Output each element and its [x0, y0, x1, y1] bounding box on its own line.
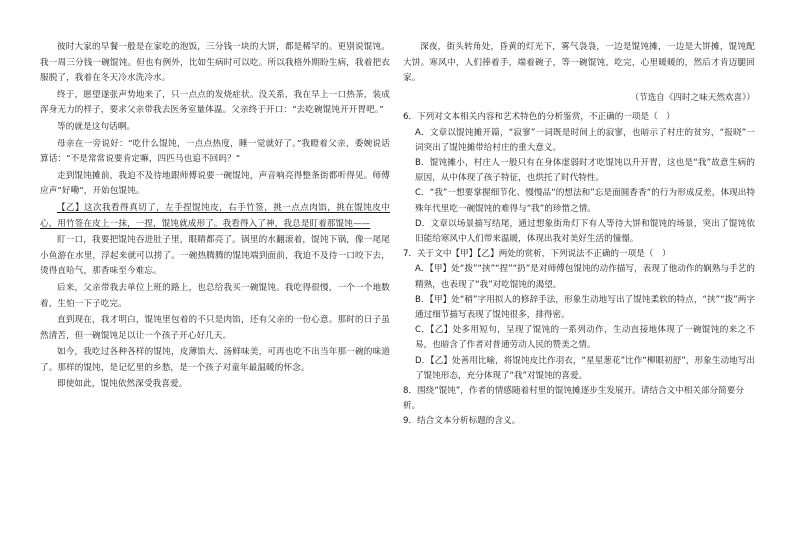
closing-paragraph: 深夜，街头转角处，昏黄的灯光下，雾气袅袅，一边是馄饨摊，一边是大饼摊，馄饨配大饼。寒风中，人们捧着手，端着碗子，等一碗馄饨，吃完，心里暖暖的，然后才肯迈腿回家。 [403, 42, 755, 84]
paragraph: 走到馄饨摊前，我迫不及待地跟师傅说要一碗馄饨，声音响亮得整条街都听得见。师傅应声“好嘞”，开始包馄饨。 [40, 170, 390, 197]
question-6 [403, 110, 755, 247]
paragraph: 如今，我吃过各种各样的馄饨，皮薄馅大、汤鲜味美，可再也吃不出当年那一碗的味道了。那样的馄饨，是记忆里的乡愁，是一个孩子对童年最温暖的怀念。 [40, 347, 390, 373]
paragraph: 直到现在，我才明白，馄饨里包着的不只是肉馅，还有父亲的一份心意。那时的日子虽然清苦，但一碗馄饨足以让一个孩子开心好几天。 [40, 315, 390, 341]
right-column [403, 40, 755, 430]
underlined-passage: 【乙】这次我看得真切了，左手捏馄饨皮，右手竹签，挑一点点肉馅，挑在馄饨皮中心，用竹签在皮上一抹，一捏，馄饨就成形了。我看得入了神，我总是盯着那馄饨—— [40, 202, 390, 229]
option-c: C．【乙】处多用短句，呈现了馄饨的一系列动作，生动直接地体现了一碗馄饨的来之不易，也暗含了作者对普通劳动人民的赞美之情。 [415, 325, 755, 351]
question-7 [403, 247, 755, 384]
question-8: 8．围绕“馄饨”，作者的情感随着村里的馄饨摊逐步生发展开。请结合文中相关部分简要分析。 [403, 386, 744, 412]
option-d: D．文章以场景描写结尾，通过想象街角灯下有人等待大饼和馄饨的场景，突出了馄饨依旧能给寒风中人们带来温暖，体现出我对美好生活的憧憬。 [415, 218, 755, 244]
paragraph: 盯一口，我要把馄饨吞进肚子里，眼睛都亮了。锅里的水翻滚着，馄饨下锅，像一尾尾小鱼游在水里，浮起来就可以捞了。一碗热腾腾的馄饨端到面前，我迫不及待一口咬下去，烫得直哈气，那香味至今难忘。 [40, 235, 390, 277]
paragraph: 后来，父亲带我去单位上班的路上，也总给我买一碗馄饨。我吃得很慢，一个一个地数着，生怕一下子吃完。 [40, 282, 390, 309]
paragraph: 彼时大家的早餐一般是在家吃的泡饭，三分钱一块的大饼，都是稀罕的。更别说馄饨。我一周三分钱一碗馄饨。但也有例外，比如生病时可以吃。所以我格外期盼生病，我着把衣服脱了，我着在冬天冷水洗冷水。 [40, 42, 390, 84]
paragraph: 等的就是这句话啊。 [57, 121, 136, 132]
source-citation: （节选自《四时之味天然欢喜》） [630, 92, 755, 103]
option-b: B．馄饨摊小，村庄人一般只有在身体虚弱时才吃馄饨以升开胃，这也是“我”故意生病的原因，从中体现了孩子特征，也烘托了时代特性。 [415, 157, 755, 184]
paragraph: 母亲在一旁说好：“吃什么馄饨，一点点热度，睡一觉就好了。”我瞪着父亲，委婉说话算话：“不是常常说要肯定嘛，四匹马也追不回吗？” [40, 138, 390, 165]
option-b: B．【甲】处“稍”字用拟人的修辞手法，形象生动地写出了馄饨柔软的特点，“挟”“拨”两字通过细节描写表现了馄饨很多，排得密。 [415, 294, 755, 321]
option-a: A．文章以馄饨摊开篇，“寂寥”一词既是时间上的寂寥，也暗示了村庄的贫穷，“报晓”一词突出了馄饨摊带给村庄的重大意义。 [415, 127, 755, 153]
question-stem: 7．关于文中【甲】【乙】两处的赏析，下列说法不正确的一项是（ ） [403, 249, 671, 260]
option-c: C．“我”一想要掌握细节化、慢慢品“的想法和”忘是面圆香香“的行为形成反差，体现出特殊年代里吃一碗馄饨的难得与“我”的珍惜之情。 [415, 188, 755, 214]
left-column [40, 40, 390, 394]
option-d: D．【乙】处善用比喻，将馄饨皮比作羽衣，“星星葱花”比作“柳眼初舒”，形象生动地写出了馄饨形态，充分体现了“我”对馄饨的喜爱。 [415, 355, 755, 381]
question-stem: 6．下列对文本相关内容和艺术特色的分析鉴赏，不正确的一项是（ ） [403, 112, 675, 123]
paragraph: 终于，愿望遂张声势地来了，只一点点的发烧症状。没关系，我在早上一口热茶，装成浑身无力的样子，要求父亲带我去医务室量体温。父亲终于开口：“去吃碗馄饨开开胃吧。” [40, 89, 390, 116]
question-9: 9．结合文本分析标题的含义。 [403, 416, 521, 427]
paragraph: 即使如此，馄饨依然深受我喜爱。 [57, 379, 188, 390]
option-a: A．【甲】处“拨”“挟”“捏”“扔”是对师傅包馄饨的动作描写，表现了他动作的娴熟与手艺的精熟，也表现了“我”对吃馄饨的渴望。 [415, 264, 755, 290]
